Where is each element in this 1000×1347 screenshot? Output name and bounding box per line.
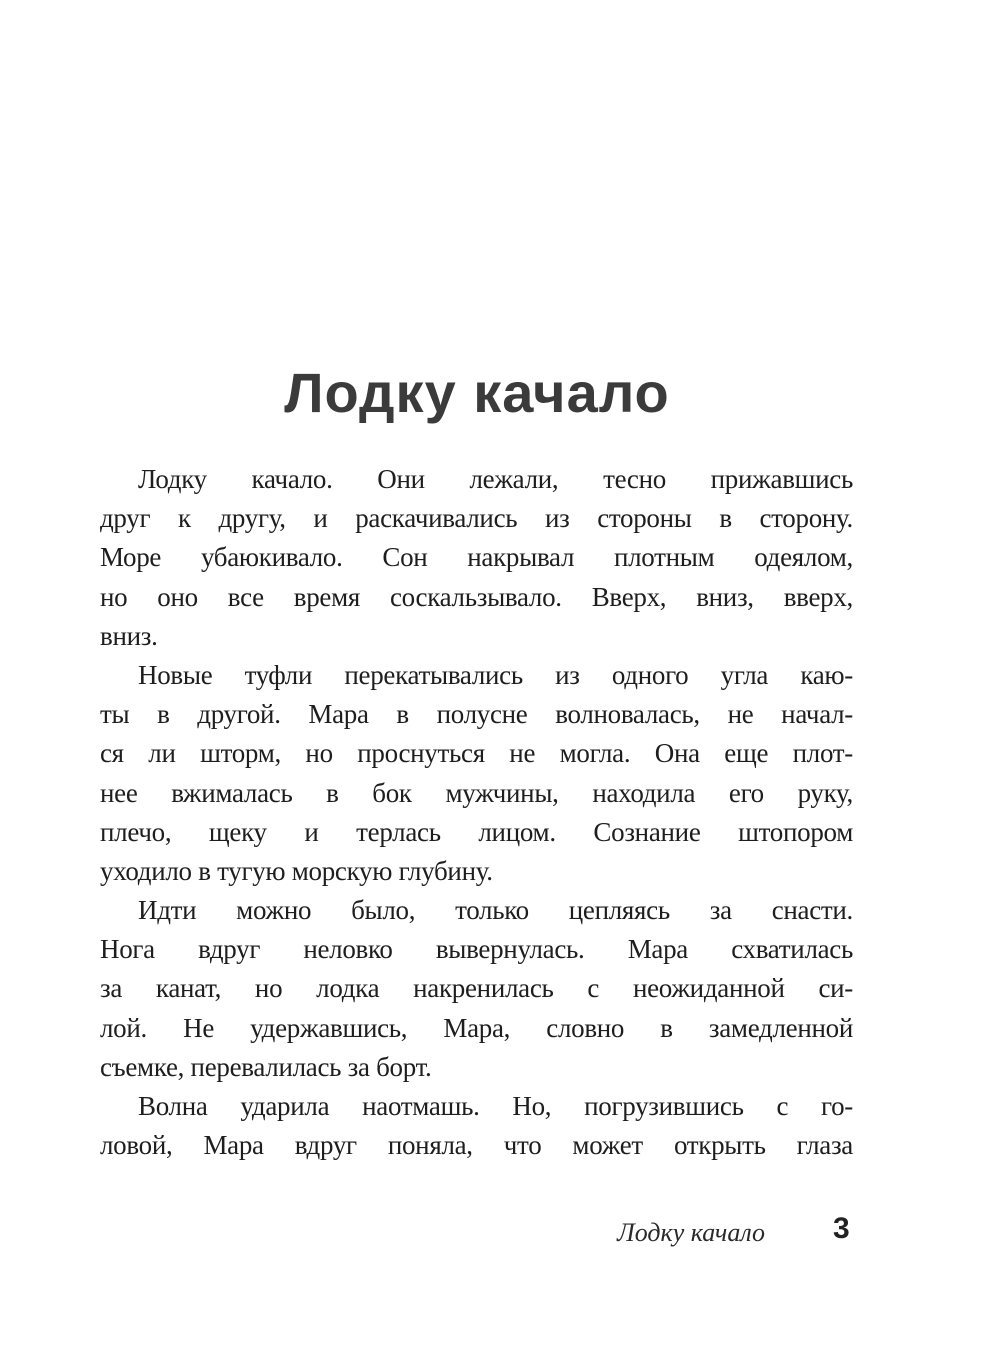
text-line: Новые туфли перекатывались из одного угла каю- [138, 659, 853, 690]
text-line: друг к другу, и раскачивались из стороны в сторону. [100, 503, 853, 534]
text-line: вниз. [100, 620, 158, 651]
text-line: Нога вдруг неловко вывернулась. Мара схватилась [100, 934, 853, 965]
page-number: 3 [833, 1212, 850, 1245]
text-line: ся ли шторм, но проснуться не могла. Она еще плот- [100, 738, 853, 769]
chapter-body [100, 460, 853, 1165]
text-line: Идти можно было, только цепляясь за снасти. [138, 895, 853, 926]
text-line: лой. Не удержавшись, Мара, словно в замедленной [100, 1012, 853, 1043]
text-line: уходило в тугую морскую глубину. [100, 855, 493, 886]
text-line: Море убаюкивало. Сон накрывал плотным одеялом, [100, 542, 853, 573]
chapter-title: Лодку качало [284, 360, 670, 424]
text-line: ты в другой. Мара в полусне волновалась, не начал- [100, 699, 853, 730]
text-line: Волна ударила наотмашь. Но, погрузившись с го- [138, 1091, 853, 1121]
text-line: за канат, но лодка накренилась с неожиданной си- [100, 973, 853, 1004]
text-line: плечо, щеку и терлась лицом. Сознание штопором [100, 816, 853, 847]
text-line: съемке, перевалилась за борт. [100, 1051, 432, 1082]
text-line: но оно все время соскальзывало. Вверх, вниз, вверх, [100, 581, 853, 612]
text-line: ловой, Мара вдруг поняла, что может открыть глаза [100, 1130, 853, 1161]
running-title: Лодку качало [617, 1218, 765, 1247]
text-line: нее вжималась в бок мужчины, находила его руку, [100, 777, 853, 808]
text-line: Лодку качало. Они лежали, тесно прижавшись [138, 464, 853, 494]
